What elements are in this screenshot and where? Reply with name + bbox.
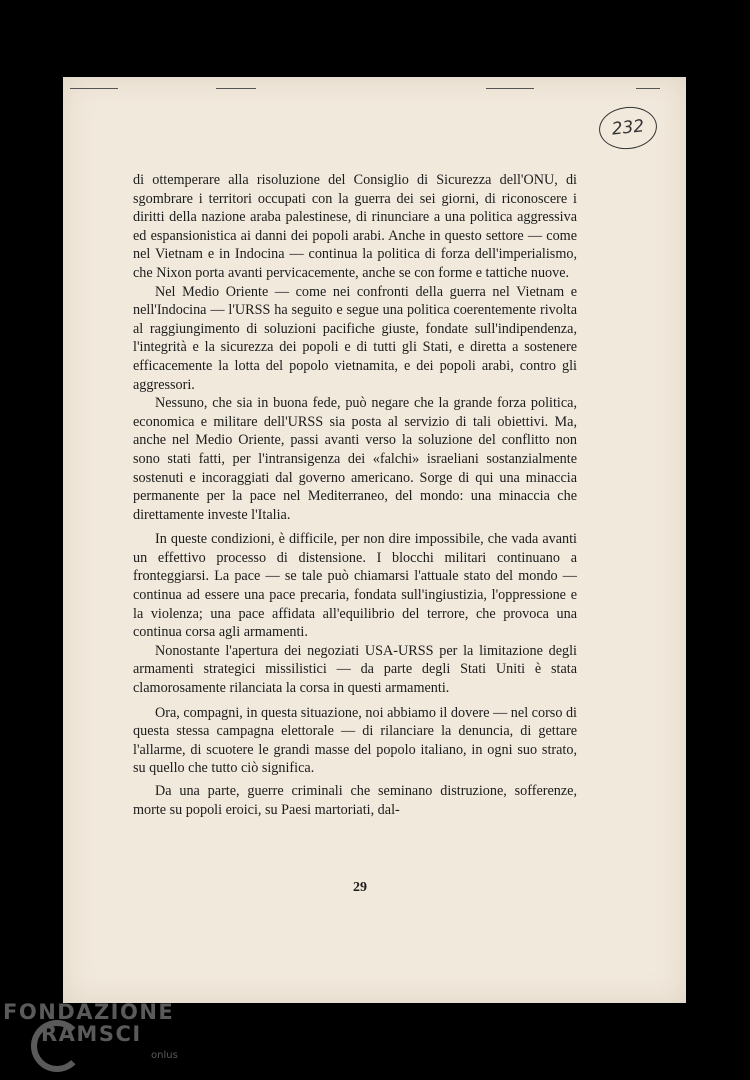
paragraph: Ora, compagni, in questa situazione, noi abbiamo il dovere — nel corso di questa stessa campagna elettorale — di rilanciare la denuncia, di gettare l'allarme, di scuotere le grandi masse del popolo italiano, in ogni suo strato, su quello che tutto ciò significa. <box>133 704 577 777</box>
watermark-line1: FONDAZIONE <box>3 1000 175 1024</box>
paragraph: di ottemperare alla risoluzione del Consiglio di Sicurezza dell'ONU, di sgombrare i territori occupati con la guerra dei sei giorni, di riconoscere i diritti della nazione araba palestinese, di rinunciare a una politica aggressiva ed espansionistica ai danni dei popoli arabi. Anche in questo settore — come nel Vietnam e in Indocina — continua la politica di forza dell'imperialismo, che Nixon porta avanti pervicacemente, anche se con forme e tattiche nuove. <box>133 172 577 281</box>
archive-number-stamp: 232 <box>597 104 659 152</box>
paragraph: Da una parte, guerre criminali che seminano distruzione, sofferenze, morte su popoli eroici, su Paesi martoriati, dal- <box>133 783 577 818</box>
top-rule-right <box>486 88 534 89</box>
page-number: 29 <box>353 880 367 895</box>
watermark-line2: RAMSCI <box>41 1022 142 1046</box>
body-text <box>133 171 577 819</box>
paragraph: Nessuno, che sia in buona fede, può negare che la grande forza politica, economica e militare dell'URSS sia posta al servizio di tali obiettivi. Ma, anche nel Medio Oriente, passi avanti verso la soluzione del conflitto non sono stati fatti, per l'intransigenza dei «falchi» israeliani sostanzialmente sostenuti e incoraggiati dal governo americano. Sorge di qui una minaccia permanente per la pace nel Mediterraneo, del mondo: una minaccia che direttamente investe l'Italia. <box>133 395 577 523</box>
top-rule-left <box>70 88 118 89</box>
watermark-line3: onlus <box>151 1050 178 1061</box>
watermark-logo <box>3 1000 178 1061</box>
top-rule-middle <box>216 88 256 89</box>
top-rule-far-right <box>636 88 660 89</box>
paragraph: Nel Medio Oriente — come nei confronti della guerra nel Vietnam e nell'Indocina — l'URSS ha seguito e segue una politica coerentemente rivolta al raggiungimento di soluzioni pacifiche giuste, fondate sull'indipendenza, l'integrità e la sicurezza dei popoli e di tutti gli Stati, e diretta a sostenere efficacemente la lotta del popolo vietnamita, e dei popoli arabi, contro gli aggressori. <box>133 283 577 393</box>
paragraph: Nonostante l'apertura dei negoziati USA-URSS per la limitazione degli armamenti strategici missilistici — da parte degli Stati Uniti è stata clamorosamente rilanciata la corsa in questi armamenti. <box>133 642 577 697</box>
paragraph: In queste condizioni, è difficile, per non dire impossibile, che vada avanti un effettivo processo di distensione. I blocchi militari continuano a fronteggiarsi. La pace — se tale può chiamarsi l'attuale stato del mondo — continua ad essere una pace precaria, fondata sull'ingiustizia, l'oppressione e la violenza; una pace affidata all'equilibrio del terrore, che provoca una continua corsa agli armamenti. <box>133 531 577 641</box>
